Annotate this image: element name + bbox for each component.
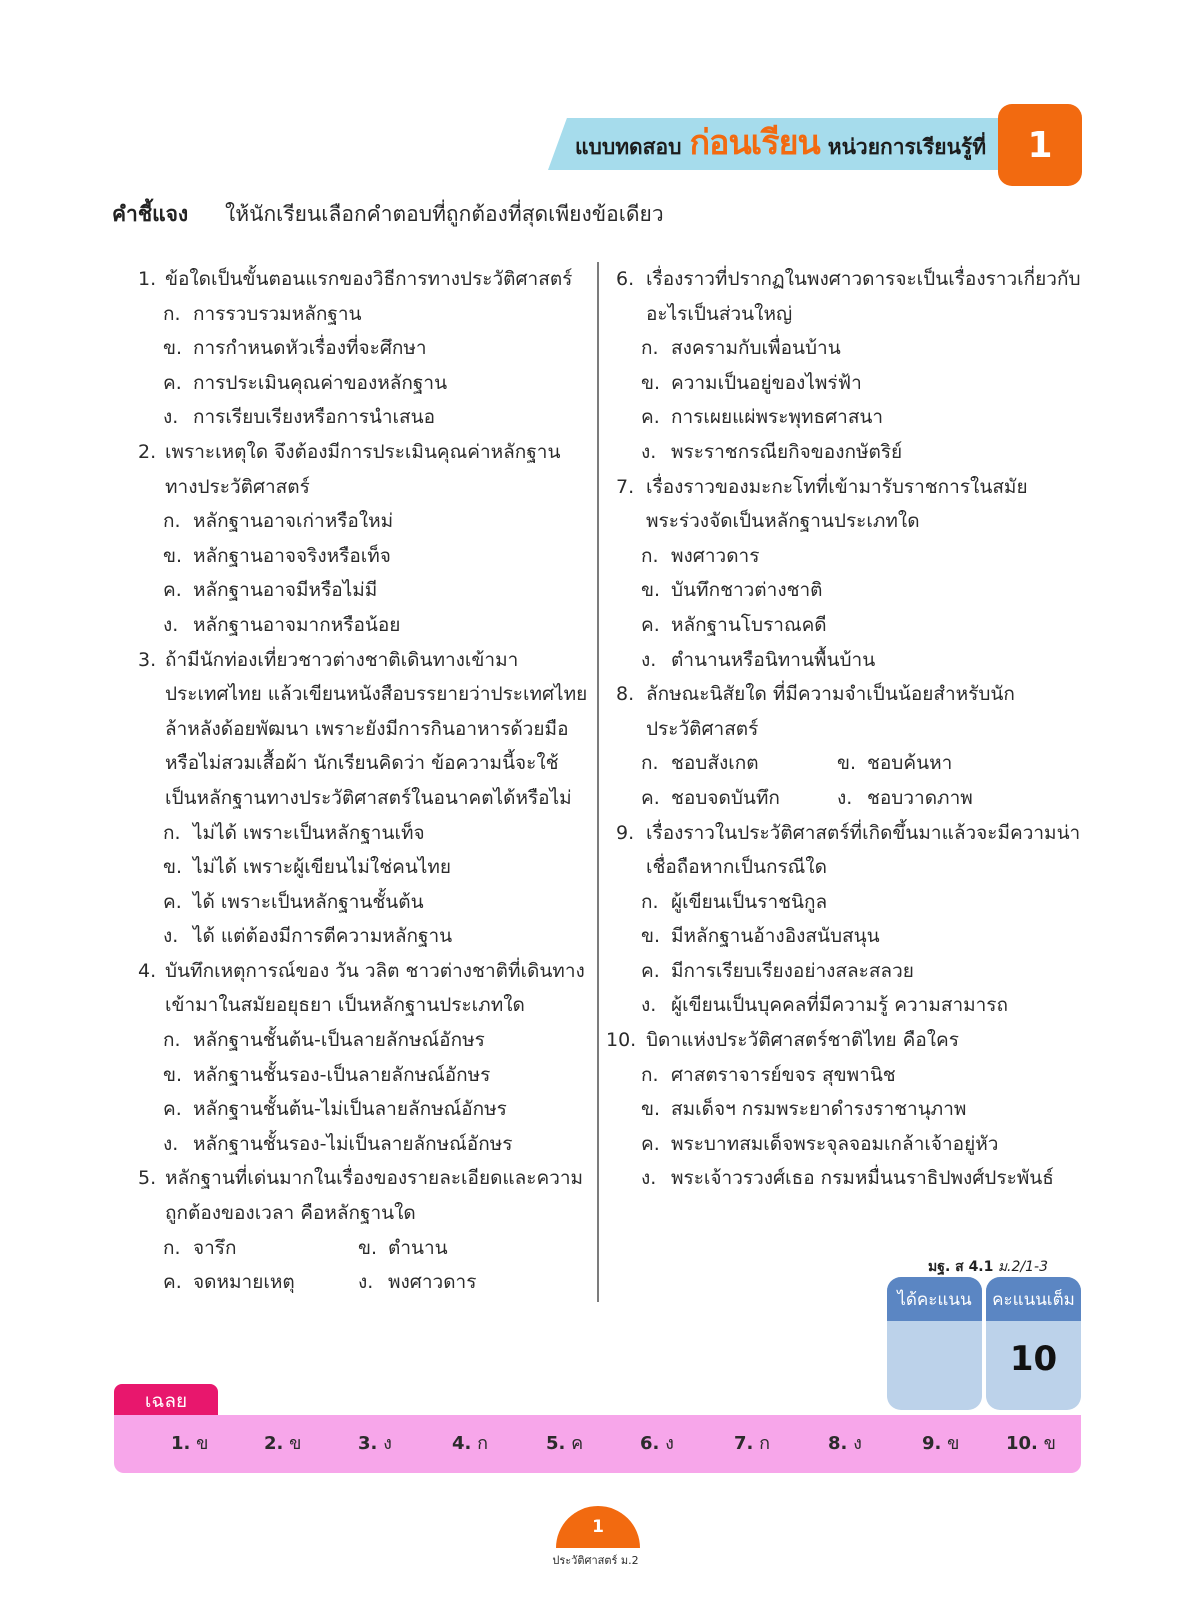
question-number: 5.: [138, 1167, 157, 1190]
standard-indicator-code: ม.2/1-3: [997, 1259, 1048, 1275]
title-suffix: หน่วยการเรียนรู้ที่: [827, 135, 987, 159]
score-full: [986, 1277, 1081, 1410]
question-number: 4.: [138, 959, 157, 982]
option[interactable]: ข. บันทึกชาวต่างชาติ: [641, 579, 823, 602]
option-row: [138, 1265, 588, 1300]
option[interactable]: ก. จารึก: [163, 1236, 237, 1259]
option[interactable]: ง. พงศาวดาร: [358, 1271, 477, 1294]
instruction-text: ให้นักเรียนเลือกคำตอบที่ถูกต้องที่สุดเพียงข้อเดียว: [225, 202, 664, 226]
unit-number-badge: 1: [998, 104, 1082, 186]
answer-key-item: 4. ก: [452, 1433, 489, 1454]
option-row: [616, 781, 1086, 816]
option[interactable]: ข. มีหลักฐานอ้างอิงสนับสนุน: [641, 925, 880, 948]
option[interactable]: ก. ศาสตราจารย์ขจร สุขพานิช: [641, 1063, 896, 1086]
answer-key-tab: เฉลย: [114, 1384, 218, 1418]
standard-code: มฐ. ส 4.1: [928, 1259, 994, 1275]
question-number: 3.: [138, 648, 157, 671]
option[interactable]: ค. ชอบจดบันทึก: [641, 786, 780, 809]
option[interactable]: ก. ผู้เขียนเป็นราชนิกูล: [641, 890, 828, 913]
answer-key-item: 1. ข: [171, 1433, 209, 1454]
option[interactable]: ง. ได้ แต่ต้องมีการตีความหลักฐาน: [163, 925, 453, 948]
question-text: ลักษณะนิสัยใด ที่มีความจำเป็นน้อยสำหรับนักประวัติศาสตร์: [646, 683, 1015, 740]
option[interactable]: ง. ตำนานหรือนิทานพื้นบ้าน: [641, 648, 876, 671]
standard-indicator: [928, 1256, 1048, 1278]
question-text: เรื่องราวที่ปรากฏในพงศาวดารจะเป็นเรื่องราวเกี่ยวกับอะไรเป็นส่วนใหญ่: [646, 268, 1081, 325]
question-text: เรื่องราวในประวัติศาสตร์ที่เกิดขึ้นมาแล้วจะมีความน่าเชื่อถือหากเป็นกรณีใด: [646, 821, 1081, 879]
title-highlight: ก่อนเรียน: [689, 123, 820, 163]
question-number: 6.: [616, 268, 635, 290]
option[interactable]: ข. ความเป็นอยู่ของไพร่ฟ้า: [641, 371, 862, 394]
answer-key-item: 9. ข: [922, 1433, 960, 1454]
option[interactable]: ง. พระเจ้าวรวงศ์เธอ กรมหมื่นนราธิปพงศ์ประพันธ์: [641, 1167, 1054, 1190]
answer-key-item: 10. ข: [1006, 1433, 1056, 1454]
answer-key-item: 7. ก: [734, 1433, 771, 1454]
question-text: หลักฐานที่เด่นมากในเรื่องของรายละเอียดและความถูกต้องของเวลา คือหลักฐานใด: [165, 1167, 584, 1225]
score-full-label: คะแนนเต็ม: [986, 1277, 1081, 1321]
option-row: [138, 1231, 588, 1266]
option[interactable]: ค. หลักฐานชั้นต้น-ไม่เป็นลายลักษณ์อักษร: [163, 1098, 507, 1121]
question-number: 2.: [138, 440, 157, 463]
question-2: [138, 435, 588, 504]
question-number: 7.: [616, 475, 635, 498]
questions-right-column: [606, 262, 1086, 1196]
question-number: 1.: [138, 268, 157, 290]
option[interactable]: ค. ได้ เพราะเป็นหลักฐานชั้นต้น: [163, 890, 424, 913]
question-1: [138, 262, 588, 297]
option[interactable]: ก. พงศาวดาร: [641, 544, 760, 567]
question-6: [616, 262, 1086, 331]
question-text: ถ้ามีนักท่องเที่ยวชาวต่างชาติเดินทางเข้ามาประเทศไทย แล้วเขียนหนังสือบรรยายว่าประเทศไทยล้าหลังด้อยพัฒนา เพราะยังมีการกินอาหารด้วยมือหรือไม่สวมเสื้อผ้า นักเรียนคิดว่า ข้อความนี้จะใช้เป็นหลักฐานทางประวัติศาสตร์ในอนาคตได้หรือไม่: [165, 648, 588, 809]
option[interactable]: ง. พระราชกรณียกิจของกษัตริย์: [641, 440, 903, 463]
option[interactable]: ค. หลักฐานอาจมีหรือไม่มี: [163, 579, 378, 602]
answer-key-item: 3. ง: [358, 1433, 392, 1454]
question-7: [616, 470, 1086, 539]
question-number: 10.: [606, 1029, 637, 1052]
instruction-label: คำชี้แจง: [112, 202, 189, 226]
column-divider: [597, 262, 599, 1302]
question-text: บันทึกเหตุการณ์ของ วัน วลิต ชาวต่างชาติที่เดินทางเข้ามาในสมัยอยุธยา เป็นหลักฐานประเภทใด: [165, 959, 585, 1017]
option[interactable]: ค. การเผยแผ่พระพุทธศาสนา: [641, 406, 884, 429]
option[interactable]: ค. จดหมายเหตุ: [163, 1271, 295, 1294]
option[interactable]: ง. การเรียบเรียงหรือการนำเสนอ: [163, 406, 436, 429]
option[interactable]: ข. สมเด็จฯ กรมพระยาดำรงราชานุภาพ: [641, 1098, 967, 1121]
question-8: [616, 677, 1086, 746]
answer-key-item: 2. ข: [264, 1433, 302, 1454]
answer-key-item: 8. ง: [828, 1433, 862, 1454]
answer-key-item: 5. ค: [546, 1433, 584, 1454]
option[interactable]: ง. หลักฐานอาจมากหรือน้อย: [163, 613, 401, 636]
option[interactable]: ข. ตำนาน: [358, 1236, 448, 1259]
title-banner: [575, 115, 986, 173]
option[interactable]: ง. หลักฐานชั้นรอง-ไม่เป็นลายลักษณ์อักษร: [163, 1132, 513, 1155]
page-number: 1: [556, 1506, 640, 1548]
option[interactable]: ก. ชอบสังเกต: [641, 752, 759, 775]
option[interactable]: ค. หลักฐานโบราณคดี: [641, 613, 827, 636]
answer-key-item: 6. ง: [640, 1433, 674, 1454]
option[interactable]: ก. หลักฐานอาจเก่าหรือใหม่: [163, 510, 394, 533]
instruction: [112, 198, 664, 231]
title-prefix: แบบทดสอบ: [575, 135, 682, 159]
option[interactable]: ค. มีการเรียบเรียงอย่างสละสลวย: [641, 959, 914, 982]
option-row: [616, 746, 1086, 781]
question-number: 9.: [616, 821, 635, 844]
option[interactable]: ค. พระบาทสมเด็จพระจุลจอมเกล้าเจ้าอยู่หัว: [641, 1132, 999, 1155]
option[interactable]: ค. การประเมินคุณค่าของหลักฐาน: [163, 371, 448, 394]
option[interactable]: ก. หลักฐานชั้นต้น-เป็นลายลักษณ์อักษร: [163, 1029, 485, 1052]
option[interactable]: ก. สงครามกับเพื่อนบ้าน: [641, 337, 841, 360]
question-text: บิดาแห่งประวัติศาสตร์ชาติไทย คือใคร: [646, 1029, 959, 1052]
option[interactable]: ข. ไม่ได้ เพราะผู้เขียนไม่ใช่คนไทย: [163, 856, 452, 879]
option[interactable]: ข. หลักฐานอาจจริงหรือเท็จ: [163, 544, 391, 567]
score-full-value: 10: [1009, 1339, 1058, 1379]
question-9: [616, 816, 1086, 885]
question-text: เรื่องราวของมะกะโทที่เข้ามารับราชการในสมัยพระร่วงจัดเป็นหลักฐานประเภทใด: [646, 475, 1028, 533]
questions-left-column: [138, 262, 588, 1300]
option[interactable]: ข. การกำหนดหัวเรื่องที่จะศึกษา: [163, 337, 427, 360]
option[interactable]: ก. การรวบรวมหลักฐาน: [163, 302, 362, 325]
option[interactable]: ง. ชอบวาดภาพ: [837, 786, 973, 809]
score-obtained-label: ได้คะแนน: [887, 1277, 982, 1321]
question-number: 8.: [616, 683, 635, 706]
question-text: ข้อใดเป็นขั้นตอนแรกของวิธีการทางประวัติศาสตร์: [165, 268, 573, 290]
option[interactable]: ข. หลักฐานชั้นรอง-เป็นลายลักษณ์อักษร: [163, 1063, 491, 1086]
option[interactable]: ก. ไม่ได้ เพราะเป็นหลักฐานเท็จ: [163, 821, 425, 844]
option[interactable]: ง. ผู้เขียนเป็นบุคคลที่มีความรู้ ความสามารถ: [641, 994, 1009, 1017]
score-obtained: [887, 1277, 982, 1410]
question-10: [606, 1023, 1086, 1058]
option[interactable]: ข. ชอบค้นหา: [837, 752, 953, 775]
question-text: เพราะเหตุใด จึงต้องมีการประเมินคุณค่าหลักฐานทางประวัติศาสตร์: [165, 440, 561, 498]
subject-label: ประวัติศาสตร์ ม.2: [552, 1554, 639, 1567]
score-box: [887, 1277, 1081, 1410]
question-5: [138, 1161, 588, 1230]
question-3: [138, 643, 588, 816]
question-4: [138, 954, 588, 1023]
